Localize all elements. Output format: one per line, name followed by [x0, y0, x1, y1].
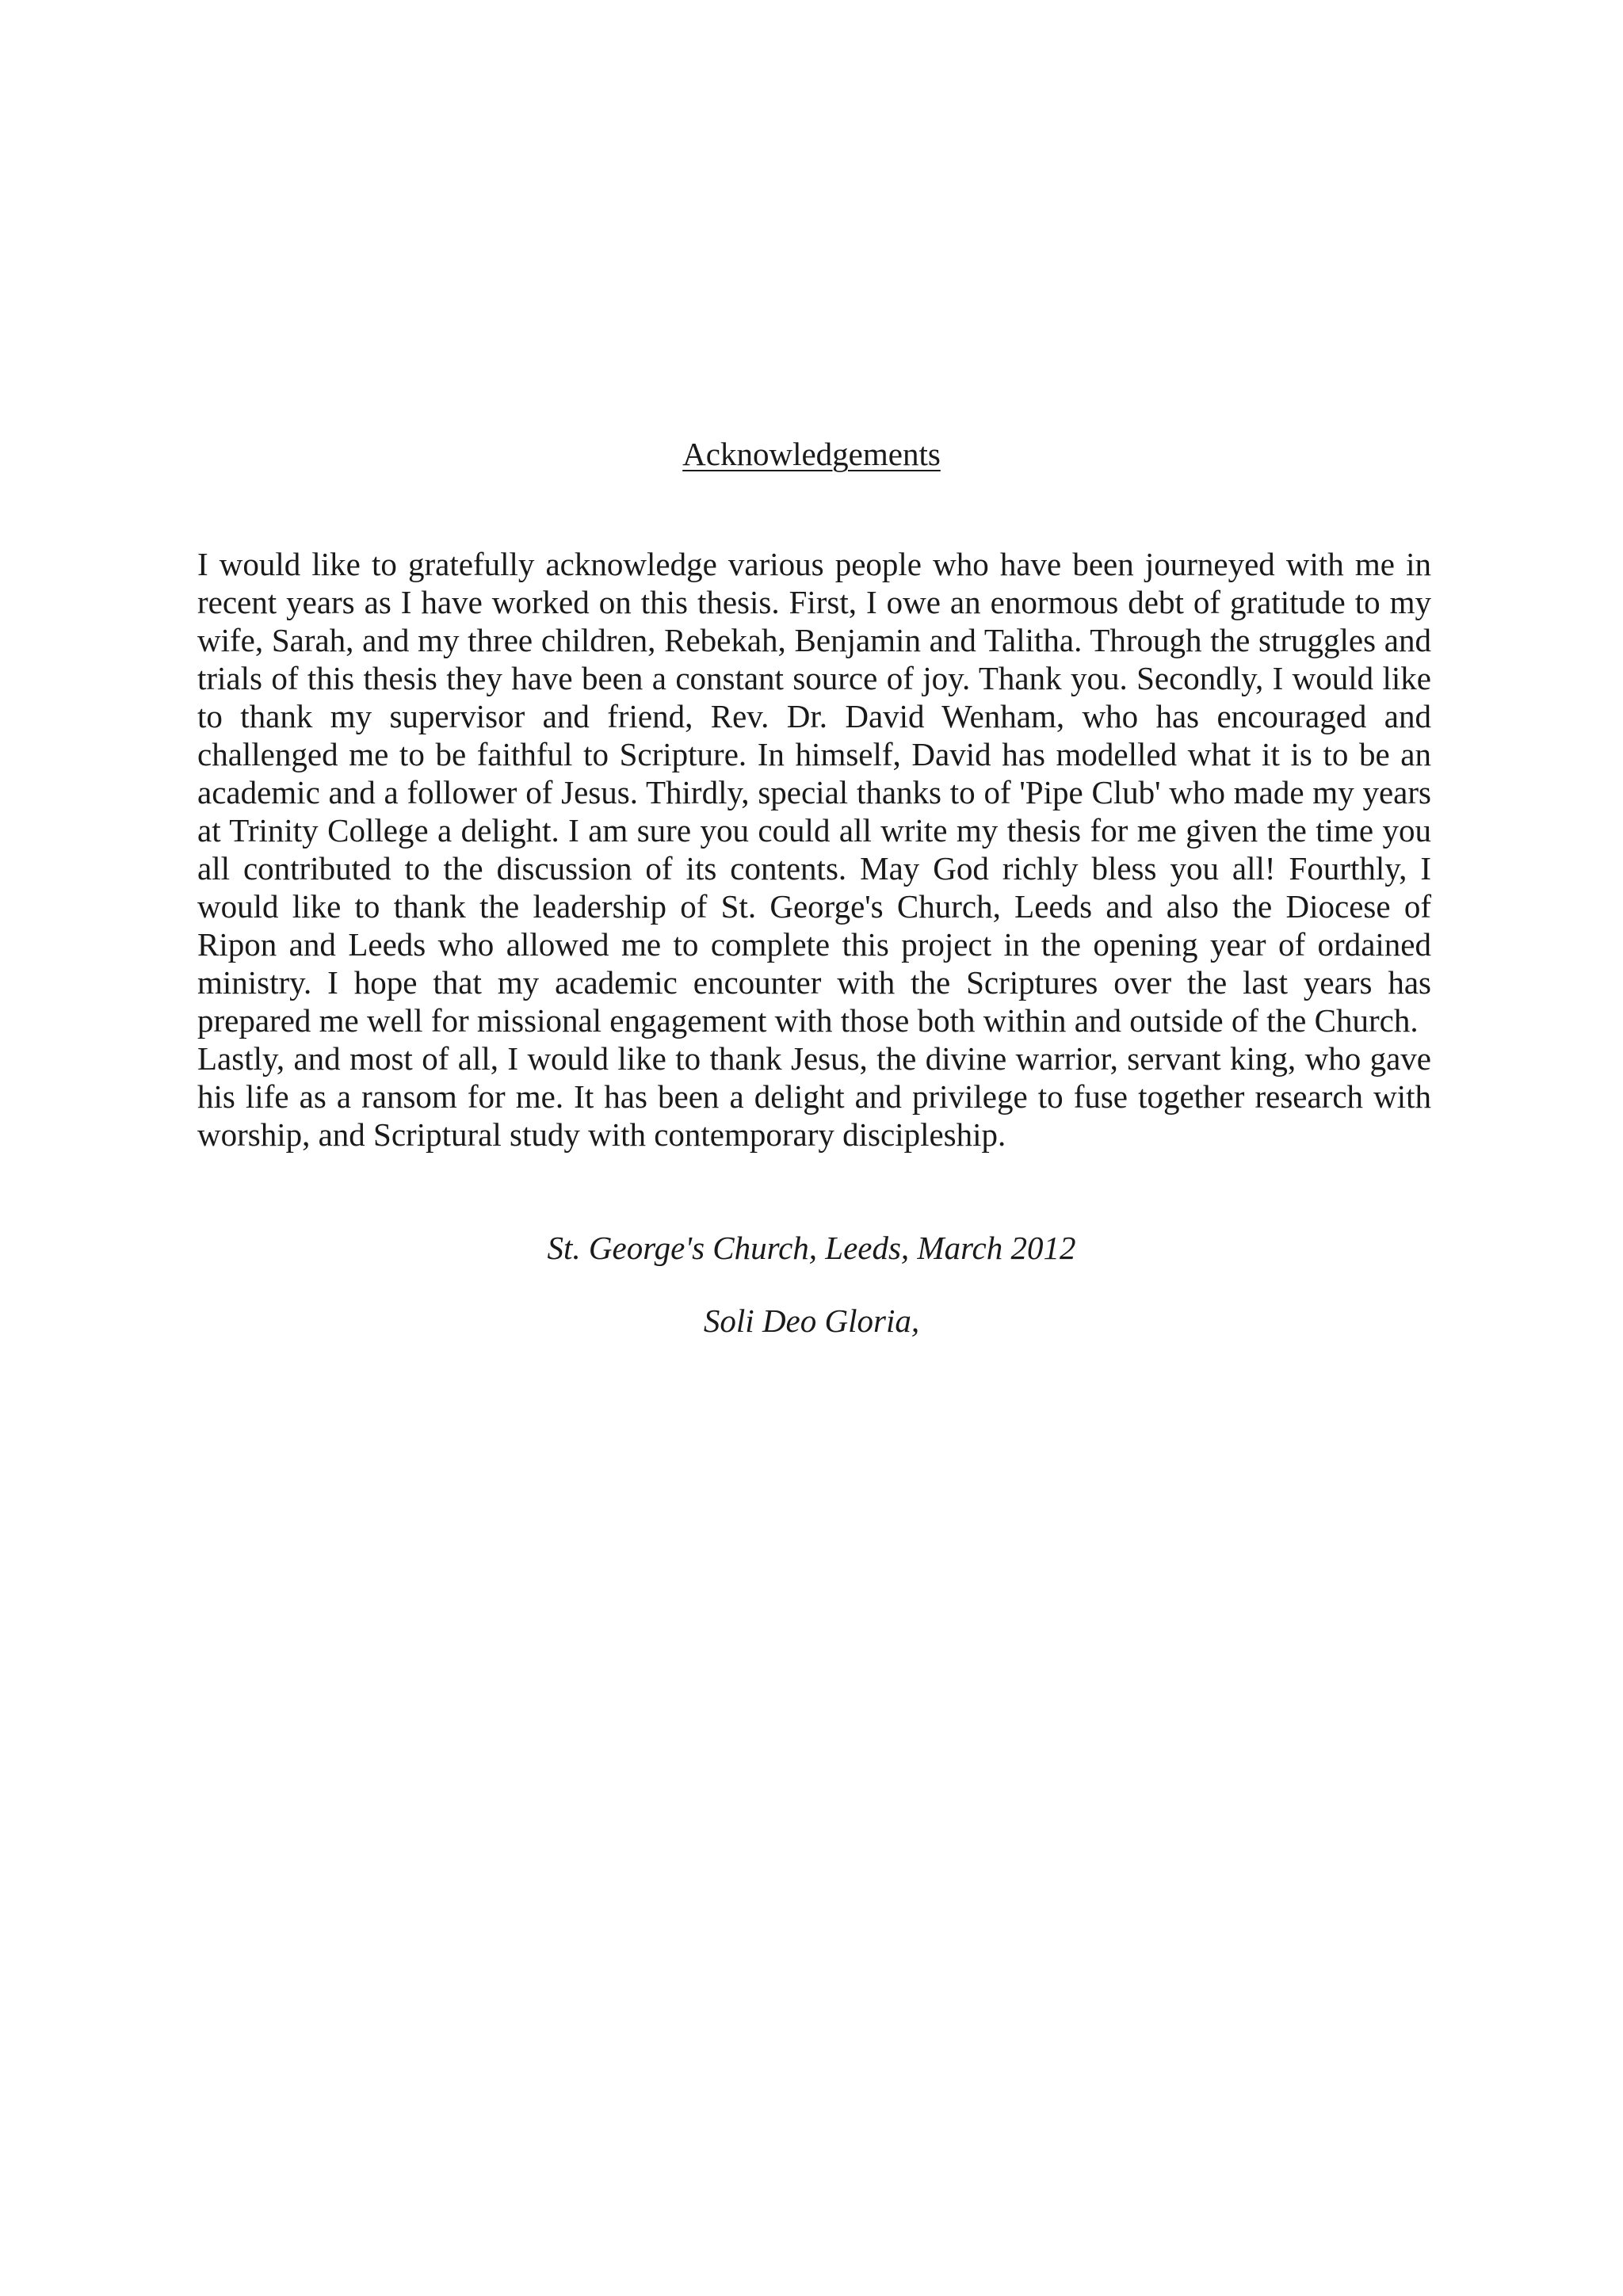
- motto-line: Soli Deo Gloria,: [703, 1302, 920, 1339]
- place-date-line: St. George's Church, Leeds, March 2012: [547, 1230, 1076, 1266]
- acknowledgement-body: [197, 545, 1431, 1154]
- paragraph-main: I would like to gratefully acknowledge various people who have been journeyed with me in recent years as I have worked on this thesis. First, I owe an enormous debt of gratitude to my wife, Sarah, and my three children, Rebekah, Benjamin and Talitha. Through the struggles and trials of this thesis they have been a constant source of joy. Thank you. Secondly, I would like to thank my supervisor and friend, Rev. Dr. David Wenham, who has encouraged and challenged me to be faithful to Scripture. In himself, David has modelled what it is to be an academic and a follower of Jesus. Thirdly, special thanks to of 'Pipe Club' who made my years at Trinity College a delight. I am sure you could all write my thesis for me given the time you all contributed to the discussion of its contents. May God richly bless you all! Fourthly, I would like to thank the leadership of St. George's Church, Leeds and also the Diocese of Ripon and Leeds who allowed me to complete this project in the opening year of ordained ministry. I hope that my academic encounter with the Scriptures over the last years has prepared me well for missional engagement with those both within and outside of the Church.: [197, 546, 1431, 1039]
- paragraph-closing: Lastly, and most of all, I would like to thank Jesus, the divine warrior, servant king, who gave his life as a ransom for me. It has been a delight and privilege to fuse together research with worship, and Scriptural study with contemporary discipleship.: [197, 1040, 1431, 1153]
- page-title: Acknowledgements: [682, 436, 941, 472]
